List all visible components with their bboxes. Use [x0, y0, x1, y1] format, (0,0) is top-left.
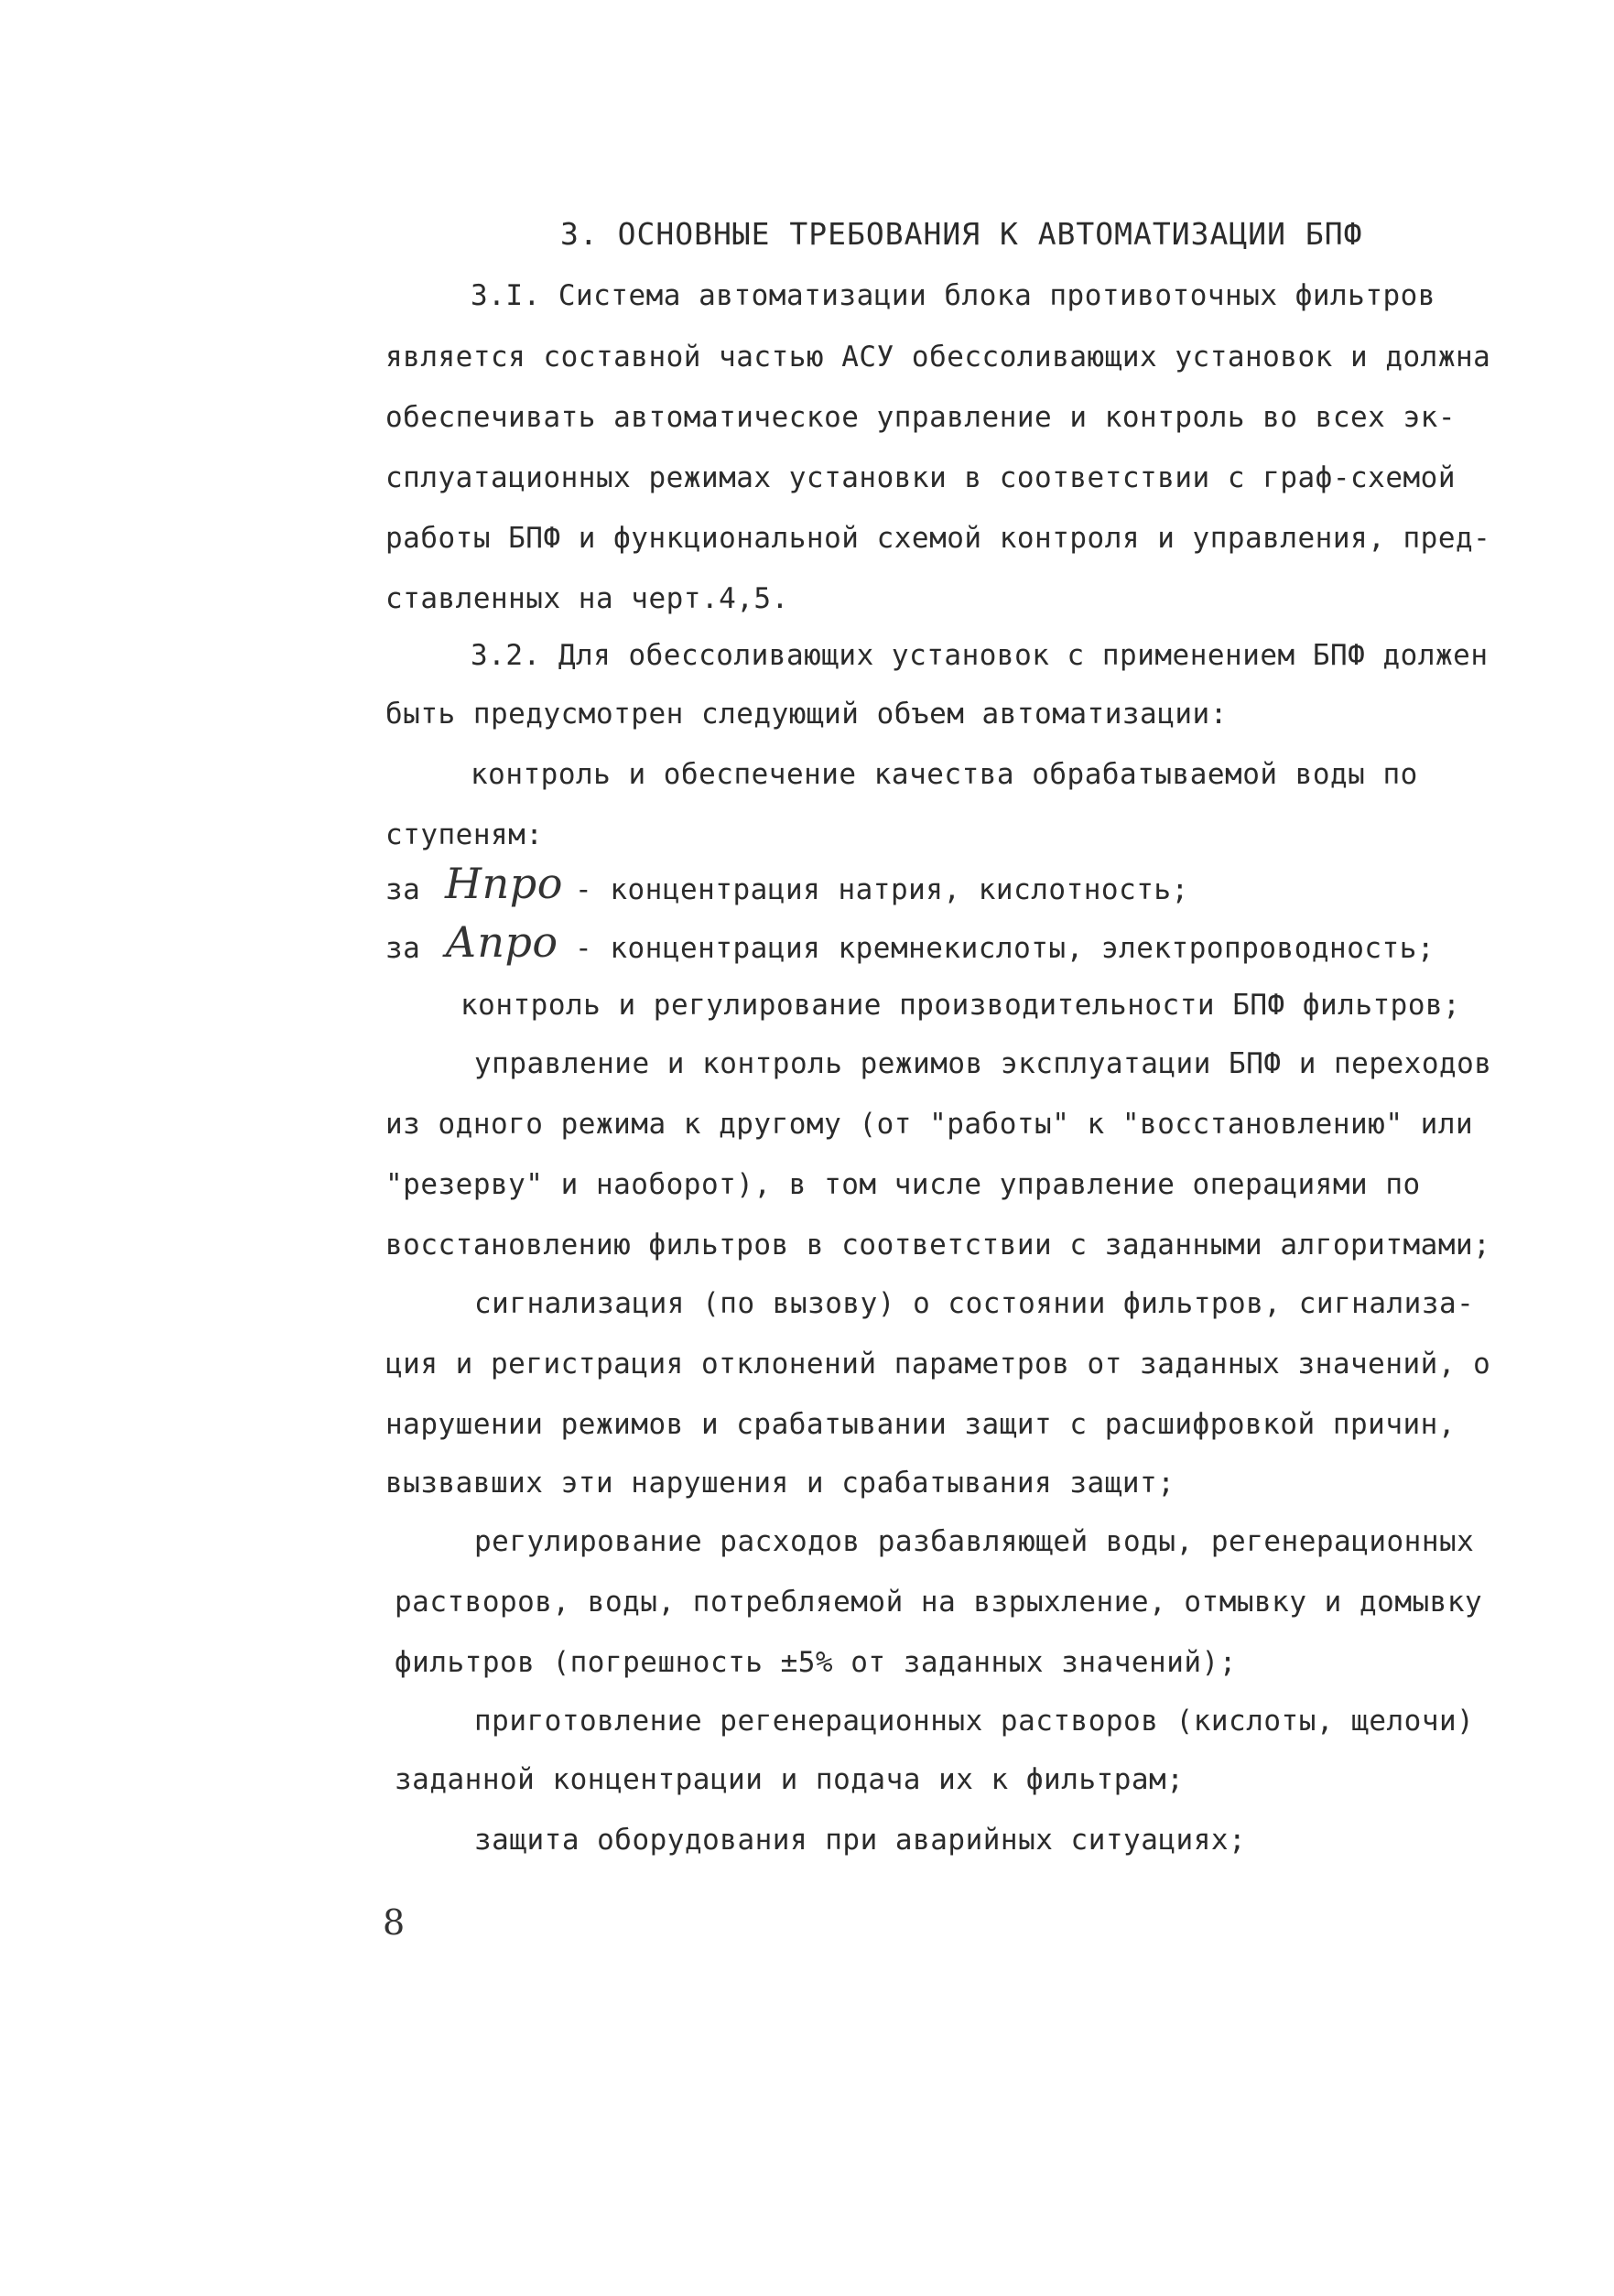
- paragraph-line: ступеням:: [385, 818, 544, 851]
- paragraph-line: является составной частью АСУ обессоливающих установок и должна: [385, 341, 1491, 374]
- paragraph-line: нарушении режимов и срабатывании защит с расшифровкой причин,: [385, 1408, 1456, 1441]
- paragraph-line: регулирование расходов разбавляющей воды, регенерационных: [474, 1525, 1475, 1558]
- paragraph-line: контроль и регулирование производительности БПФ фильтров;: [460, 989, 1461, 1022]
- paragraph-line: восстановлению фильтров в соответствии с заданными алгоритмами;: [385, 1229, 1491, 1262]
- stage-description: - концентрация натрия, кислотность;: [575, 873, 1189, 906]
- page-number: 8: [383, 1902, 406, 1943]
- paragraph-line: обеспечивать автоматическое управление и контроль во всех эк-: [385, 401, 1456, 434]
- stage-prefix: за: [385, 873, 421, 906]
- paragraph-line: приготовление регенерационных растворов (кислоты, щелочи): [474, 1705, 1475, 1738]
- stage-description: - концентрация кремнекислоты, электропроводность;: [575, 932, 1435, 965]
- paragraph-line: растворов, воды, потребляемой на взрыхление, отмывку и домывку: [395, 1586, 1483, 1619]
- paragraph-line: 3.I. Система автоматизации блока противоточных фильтров: [471, 279, 1435, 312]
- paragraph-line: защита оборудования при аварийных ситуациях;: [474, 1824, 1247, 1857]
- paragraph-line: 3.2. Для обессоливающих установок с применением БПФ должен: [471, 639, 1489, 672]
- paragraph-line: вызвавших эти нарушения и срабатывания защит;: [385, 1467, 1175, 1500]
- paragraph-line: работы БПФ и функциональной схемой контроля и управления, пред-: [385, 522, 1491, 555]
- paragraph-line: из одного режима к другому (от "работы" к "восстановлению" или: [385, 1108, 1474, 1141]
- paragraph-line: фильтров (погрешность ±5% от заданных значений);: [395, 1646, 1237, 1679]
- handwritten-stage-label: Нпро: [445, 859, 563, 908]
- stage-prefix: за: [385, 932, 421, 965]
- paragraph-line: заданной концентрации и подача их к фильтрам;: [395, 1763, 1185, 1796]
- paragraph-line: "резерву" и наоборот), в том числе управление операциями по: [385, 1168, 1421, 1201]
- paragraph-line: сигнализация (по вызову) о состоянии фильтров, сигнализа-: [474, 1287, 1475, 1320]
- handwritten-stage-label: Апро: [445, 917, 558, 967]
- paragraph-line: ставленных на черт.4,5.: [385, 582, 789, 615]
- paragraph-line: контроль и обеспечение качества обрабатываемой воды по: [471, 758, 1418, 791]
- paragraph-line: быть предусмотрен следующий объем автоматизации:: [385, 698, 1228, 731]
- section-title: 3. ОСНОВНЫЕ ТРЕБОВАНИЯ К АВТОМАТИЗАЦИИ БПФ: [560, 216, 1363, 252]
- paragraph-line: управление и контроль режимов эксплуатации БПФ и переходов: [474, 1047, 1492, 1080]
- paragraph-line: сплуатационных режимах установки в соответствии с граф-схемой: [385, 461, 1456, 494]
- paragraph-line: ция и регистрация отклонений параметров от заданных значений, о: [385, 1348, 1491, 1381]
